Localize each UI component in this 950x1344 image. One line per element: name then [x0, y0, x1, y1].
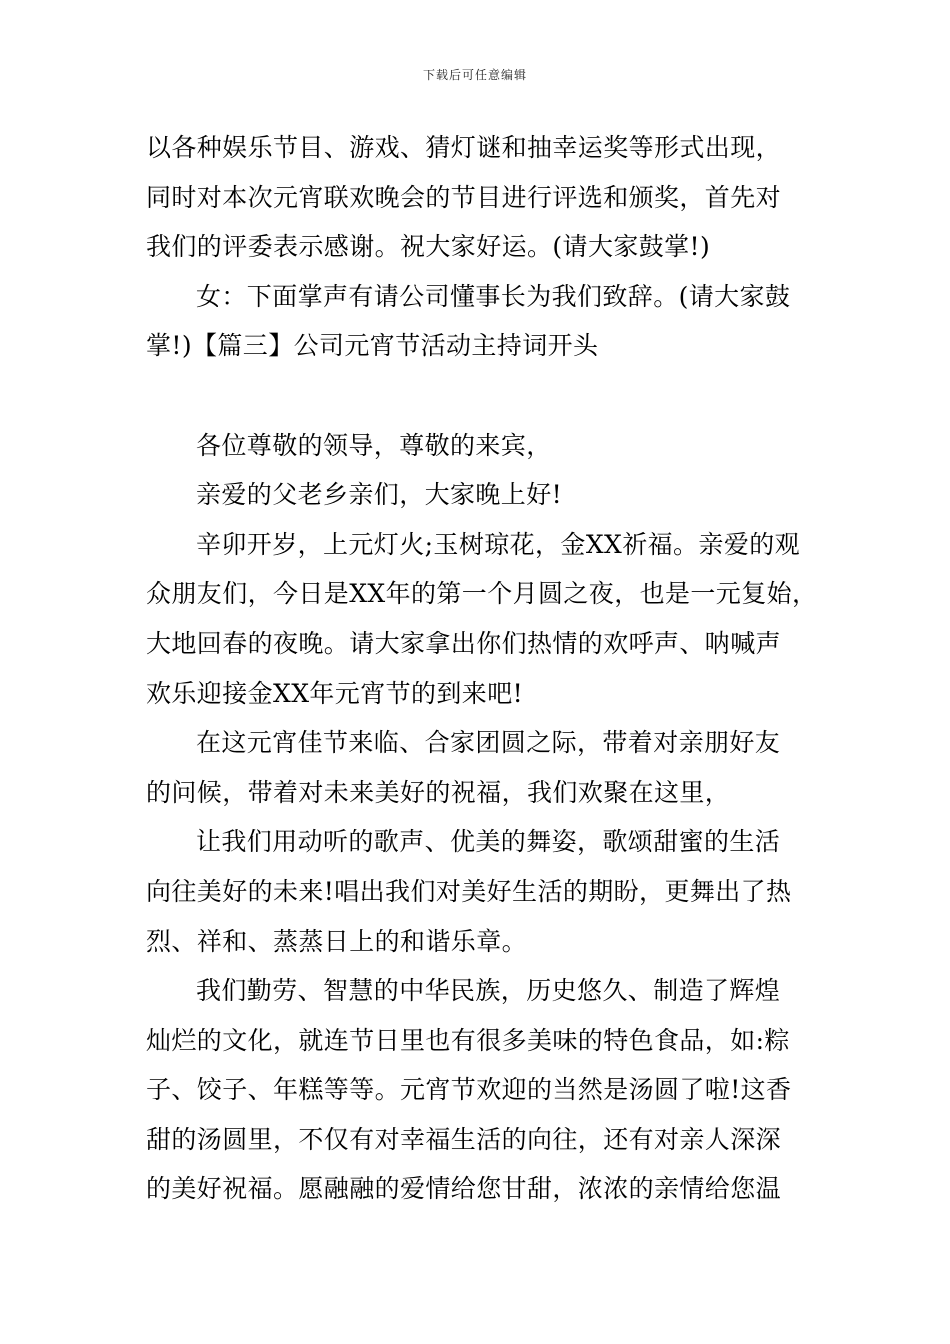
text-line: 同时对本次元宵联欢晚会的节目进行评选和颁奖，首先对 — [146, 182, 782, 212]
text-line: 我们的评委表示感谢。祝大家好运。(请大家鼓掌!) — [146, 232, 711, 262]
text-line: 女：下面掌声有请公司懂事长为我们致辞。(请大家鼓 — [196, 281, 791, 311]
text-line: 灿烂的文化，就连节日里也有很多美味的特色食品，如:粽 — [146, 1025, 790, 1055]
blank-line — [146, 371, 816, 421]
text-line: 大地回春的夜晚。请大家拿出你们热情的欢呼声、呐喊声 — [146, 628, 782, 658]
text-line: 掌!)【篇三】公司元宵节活动主持词开头 — [146, 331, 599, 361]
document-body — [146, 123, 816, 1214]
text-line: 甜的汤圆里，不仅有对幸福生活的向往，还有对亲人深深 — [146, 1124, 782, 1154]
text-line: 在这元宵佳节来临、合家团圆之际，带着对亲朋好友 — [196, 728, 781, 758]
text-line: 辛卯开岁，上元灯火;玉树琼花，金XX祈福。亲爱的观 — [196, 529, 801, 559]
text-line: 以各种娱乐节目、游戏、猜灯谜和抽幸运奖等形式出现， — [146, 133, 782, 162]
page-header: 下载后可任意编辑 — [422, 68, 527, 82]
text-line: 的问候，带着对未来美好的祝福，我们欢聚在这里， — [146, 777, 731, 807]
text-line: 我们勤劳、智慧的中华民族，历史悠久、制造了辉煌 — [196, 976, 781, 1006]
text-line: 向往美好的未来!唱出我们对美好生活的期盼，更舞出了热 — [146, 876, 792, 906]
text-line: 的美好祝福。愿融融的爱情给您甘甜，浓浓的亲情给您温 — [146, 1174, 782, 1204]
text-line: 烈、祥和、蒸蒸日上的和谐乐章。 — [146, 926, 528, 956]
text-line: 让我们用动听的歌声、优美的舞姿，歌颂甜蜜的生活 — [196, 827, 781, 857]
text-line: 亲爱的父老乡亲们，大家晚上好! — [196, 480, 563, 510]
text-line: 众朋友们，今日是XX年的第一个月圆之夜，也是一元复始， — [146, 579, 818, 609]
text-line: 欢乐迎接金XX年元宵节的到来吧! — [146, 678, 524, 708]
text-line: 子、饺子、年糕等等。元宵节欢迎的当然是汤圆了啦!这香 — [146, 1075, 792, 1105]
text-line: 各位尊敬的领导，尊敬的来宾， — [196, 430, 552, 460]
